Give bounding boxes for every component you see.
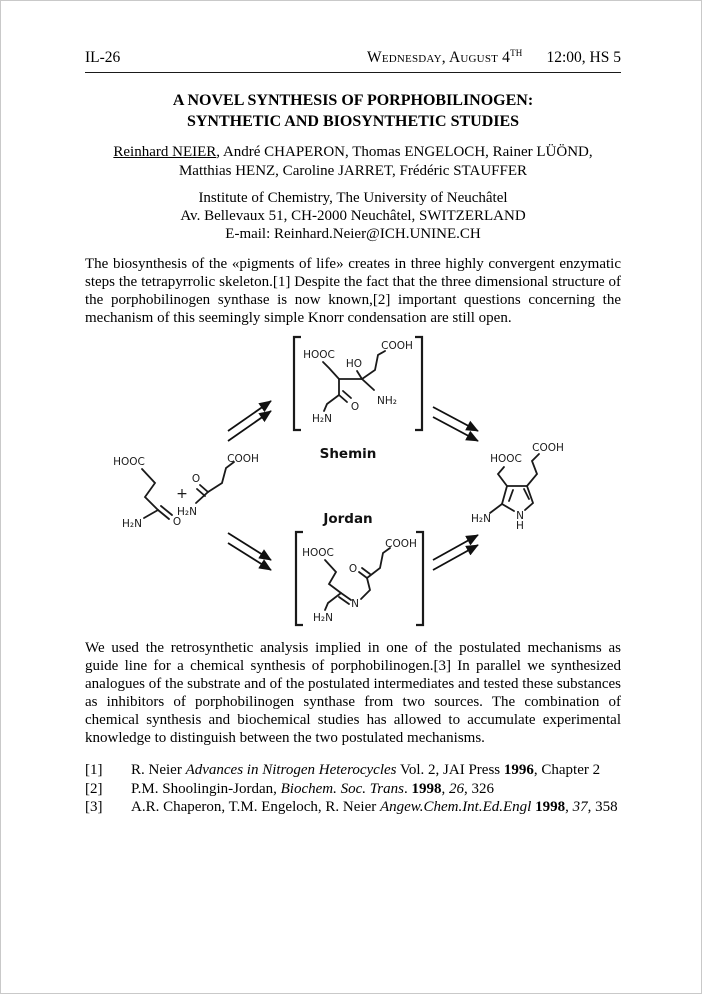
- page-title: [85, 90, 621, 132]
- header-time-room: 12:00, HS 5: [546, 49, 621, 66]
- paragraph-results: We used the retrosynthetic analysis implied in one of the postulated mechanisms as guide line for a chemical synthesis of porphobilinogen.[3] In parallel we synthesized analogues of the substrate and of the postulated intermediates and tested these substances as inhibitors of porphobilinogen synthase from two sources. The combination of chemical synthesis and biochemical studies has allowed to accumulate experimental knowledge to distinguish between the two postulated mechanisms.: [85, 640, 621, 746]
- molecule-ala-1: [113, 456, 181, 530]
- reference-text: A.R. Chaperon, T.M. Engeloch, R. Neier Angew.Chem.Int.Ed.Engl 1998, 37, 358: [131, 799, 618, 815]
- references-list: [85, 761, 621, 817]
- atom-label-hooc: HOOC: [302, 547, 334, 559]
- atom-label-hooc: HOOC: [490, 453, 522, 465]
- header-date-time: [367, 49, 621, 67]
- atom-label-cooh: COOH: [227, 453, 259, 465]
- atom-label-h2n: H₂N: [122, 518, 142, 530]
- reference-item: [85, 780, 621, 799]
- authors-line-1: [85, 143, 621, 162]
- reference-number: [3]: [85, 799, 103, 815]
- atom-label-o: O: [350, 401, 360, 413]
- authors-line-1-rest: , André CHAPERON, Thomas ENGELOCH, Rainer LÜÖND,: [216, 144, 593, 160]
- atom-label-h2n: H₂N: [312, 413, 332, 425]
- atom-label-h2n: H₂N: [177, 506, 197, 518]
- reference-item: [85, 798, 621, 817]
- reaction-scheme: [85, 331, 621, 633]
- reaction-scheme-svg: [85, 331, 625, 633]
- atom-label-ho: HO: [345, 358, 363, 370]
- author-list: [85, 143, 621, 181]
- affiliation-email: E-mail: Reinhard.Neier@ICH.UNINE.CH: [225, 226, 481, 242]
- arrow-to-jordan: [228, 533, 271, 570]
- molecule-ala-2: [177, 453, 259, 518]
- molecule-shemin-intermediate: [294, 337, 422, 430]
- atom-label-cooh: COOH: [532, 442, 564, 454]
- page-header: [85, 49, 621, 73]
- atom-label-o: O: [172, 516, 182, 528]
- molecule-porphobilinogen: [471, 442, 564, 532]
- presenting-author: Reinhard NEIER: [113, 144, 217, 160]
- reference-item: [85, 761, 621, 780]
- title-line-2: SYNTHETIC AND BIOSYNTHETIC STUDIES: [186, 113, 520, 130]
- plus-sign: +: [176, 486, 188, 502]
- atom-label-o: O: [191, 473, 201, 485]
- atom-label-h2n: H₂N: [313, 612, 333, 624]
- atom-label-cooh: COOH: [385, 538, 417, 550]
- date-ordinal-suffix: TH: [510, 47, 523, 58]
- header-date: Wednesday, August 4TH: [367, 47, 523, 66]
- reference-number: [1]: [85, 762, 103, 778]
- atom-label-o: O: [348, 563, 358, 575]
- affiliation-address: Av. Bellevaux 51, CH-2000 Neuchâtel, SWITZERLAND: [180, 208, 526, 224]
- affiliation: [85, 189, 621, 243]
- reference-text: R. Neier Advances in Nitrogen Heterocycles Vol. 2, JAI Press 1996, Chapter 2: [131, 762, 601, 778]
- title-line-1: A NOVEL SYNTHESIS OF PORPHOBILINOGEN:: [172, 92, 534, 109]
- atom-label-hooc: HOOC: [113, 456, 145, 468]
- reference-number: [2]: [85, 780, 103, 797]
- atom-label-n: N: [516, 510, 524, 522]
- session-code: IL-26: [85, 49, 121, 66]
- arrow-to-shemin: [228, 401, 271, 441]
- reference-text: P.M. Shoolingin-Jordan, Biochem. Soc. Trans. 1998, 26, 326: [131, 780, 494, 797]
- arrow-jordan-to-product: [433, 535, 478, 570]
- shemin-mechanism-label: Shemin: [319, 446, 377, 462]
- arrow-shemin-to-product: [433, 407, 478, 441]
- atom-label-hooc: HOOC: [303, 349, 335, 361]
- atom-label-h: H: [516, 520, 524, 532]
- atom-label-h2n: H₂N: [471, 513, 491, 525]
- atom-label-n: N: [351, 598, 359, 610]
- jordan-mechanism-label: Jordan: [323, 511, 373, 527]
- authors-line-2: Matthias HENZ, Caroline JARRET, Frédéric STAUFFER: [178, 163, 528, 179]
- molecule-jordan-intermediate: [296, 532, 423, 625]
- atom-label-nh2: NH₂: [377, 395, 397, 407]
- paragraph-intro: The biosynthesis of the «pigments of life» creates in three highly convergent enzymatic steps the tetrapyrrolic skeleton.[1] Despite the fact that the three dimensional structure of the porphobilinogen synthase is now known,[2] important questions concerning the mechanism of this seemingly simple Knorr condensation are still open.: [85, 256, 621, 326]
- atom-label-cooh: COOH: [381, 340, 413, 352]
- affiliation-institute: Institute of Chemistry, The University of Neuchâtel: [198, 190, 508, 206]
